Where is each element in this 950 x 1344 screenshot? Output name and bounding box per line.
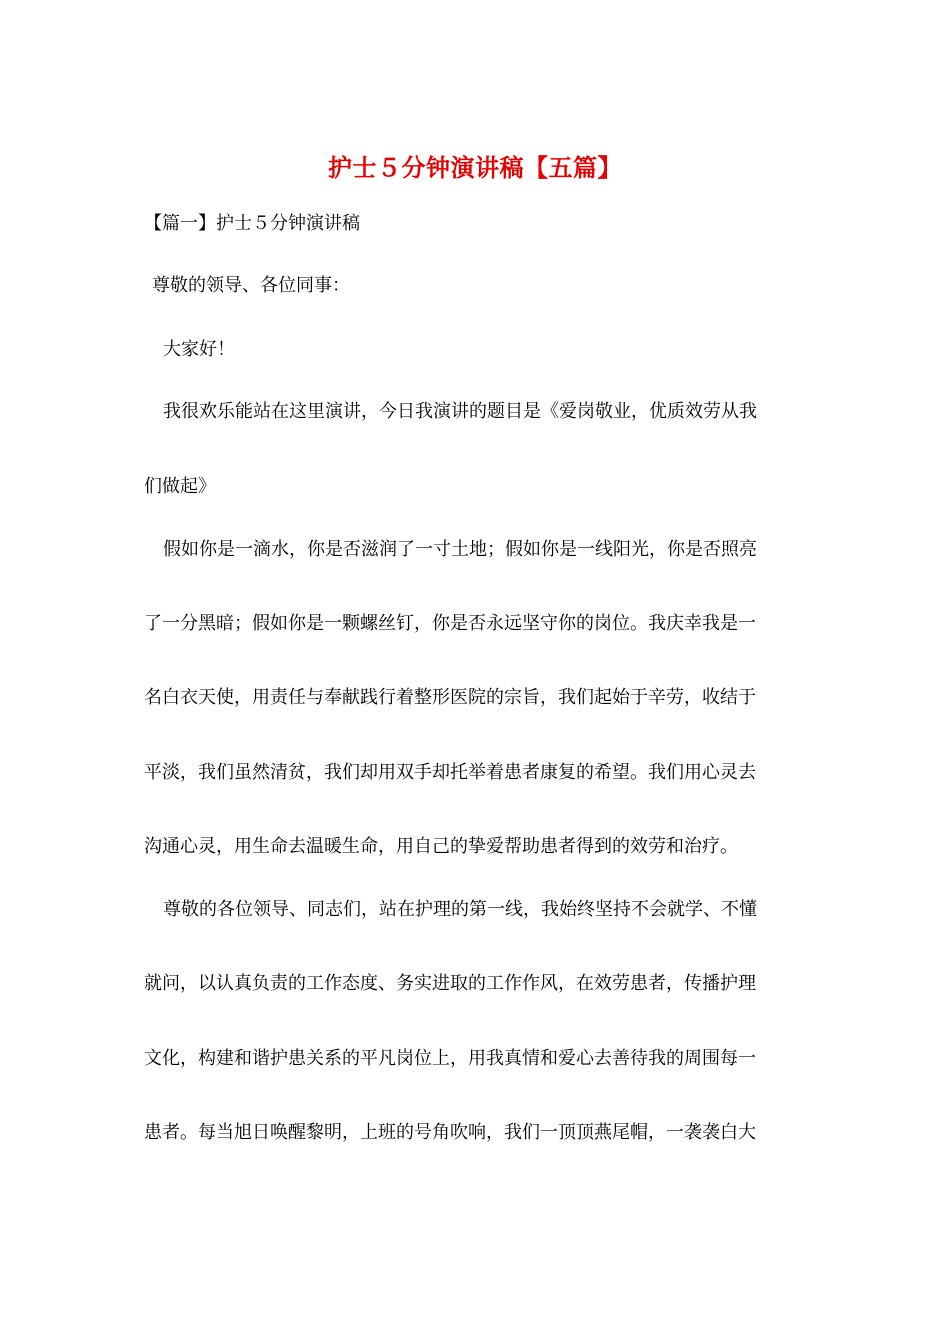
paragraph-3-line-2: 就问，以认真负责的工作态度、务实进取的工作作风，在效劳患者，传播护理 <box>144 973 756 994</box>
paragraph-2-line-3: 名白衣天使，用责任与奉献践行着整形医院的宗旨，我们起始于辛劳，收结于 <box>144 687 756 708</box>
paragraph-3-line-4: 患者。每当旭日唤醒黎明，上班的号角吹响，我们一顶顶燕尾帽，一袭袭白大 <box>144 1122 756 1143</box>
paragraph-1-line-2: 们做起》 <box>144 476 216 497</box>
paragraph-1-line-1: 我很欢乐能站在这里演讲，今日我演讲的题目是《爱岗敬业，优质效劳从我 <box>163 401 757 422</box>
paragraph-2-line-4: 平淡，我们虽然清贫，我们却用双手却托举着患者康复的希望。我们用心灵去 <box>144 762 756 783</box>
section-heading: 【篇一】护士５分钟演讲稿 <box>144 213 360 234</box>
paragraph-2-line-5: 沟通心灵，用生命去温暖生命，用自己的挚爱帮助患者得到的效劳和治疗。 <box>144 836 738 857</box>
salutation-line: 尊敬的领导、各位同事： <box>152 275 350 296</box>
greeting-line: 大家好！ <box>163 339 235 360</box>
paragraph-3-line-1: 尊敬的各位领导、同志们，站在护理的第一线，我始终坚持不会就学、不懂 <box>163 899 757 920</box>
document-title: 护士５分钟演讲稿【五篇】 <box>328 153 622 182</box>
paragraph-2-line-2: 了一分黑暗；假如你是一颗螺丝钉，你是否永远坚守你的岗位。我庆幸我是一 <box>144 613 756 634</box>
paragraph-2-line-1: 假如你是一滴水，你是否滋润了一寸土地；假如你是一线阳光，你是否照亮 <box>163 539 757 560</box>
paragraph-3-line-3: 文化，构建和谐护患关系的平凡岗位上，用我真情和爱心去善待我的周围每一 <box>144 1048 756 1069</box>
